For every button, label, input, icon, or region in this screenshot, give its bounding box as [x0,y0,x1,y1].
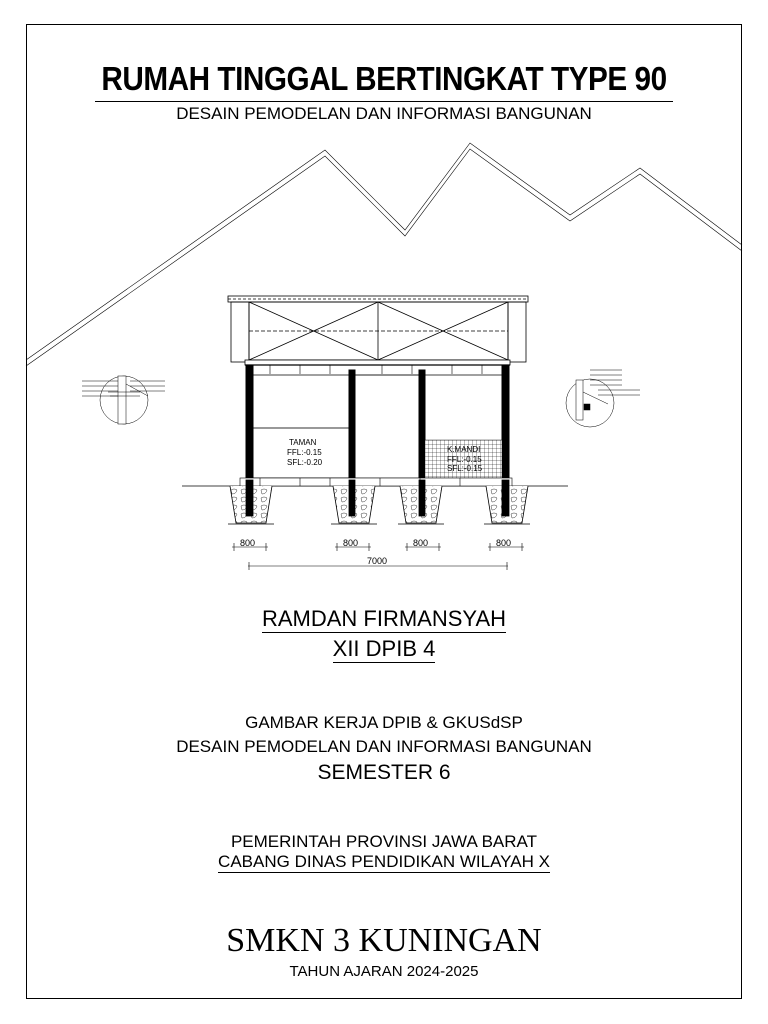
room-sfl-taman: SFL:-0.20 [287,458,323,467]
dimension-800-2: 800 [343,538,359,548]
academic-year: TAHUN AJARAN 2024-2025 [289,963,479,980]
room-ffl-kmandi: FFL:-0.15 [447,455,482,464]
room-ffl-taman: FFL:-0.15 [287,448,322,457]
room-name-taman: TAMAN [289,438,317,447]
work-line-1: GAMBAR KERJA DPIB & GKUSdSP [245,713,523,732]
dimension-total: 7000 [367,556,388,566]
student-class: XII DPIB 4 [332,636,436,661]
foundations [228,480,530,524]
school-name: SMKN 3 KUNINGAN [226,922,542,959]
mountain-outline [26,143,742,360]
document-subtitle: DESAIN PEMODELAN DAN INFORMASI BANGUNAN [176,104,592,123]
room-name-kmandi: K.MANDI [447,445,481,454]
dimension-800-4: 800 [496,538,512,548]
roof-truss [228,296,528,374]
document-title: RUMAH TINGGAL BERTINGKAT TYPE 90 [101,60,667,97]
room-sfl-kmandi: SFL:-0.15 [447,464,483,473]
province: PEMERINTAH PROVINSI JAWA BARAT [230,832,538,851]
semester: SEMESTER 6 [317,761,451,784]
detail-left [82,376,165,424]
work-line-2: DESAIN PEMODELAN DAN INFORMASI BANGUNAN [176,737,592,756]
dimension-800-3: 800 [413,538,429,548]
detail-right [566,370,640,427]
dimension-800-1: 800 [240,538,256,548]
education-branch: CABANG DINAS PENDIDIKAN WILAYAH X [218,852,550,871]
student-name: RAMDAN FIRMANSYAH [261,606,507,631]
